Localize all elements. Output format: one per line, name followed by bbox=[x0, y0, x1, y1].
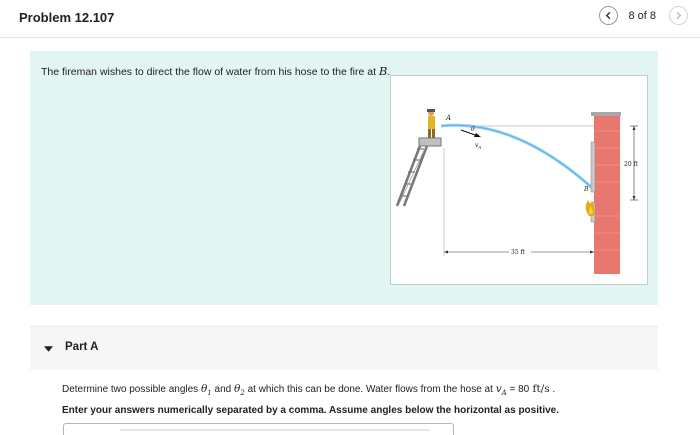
statement-variable: B bbox=[378, 64, 388, 78]
problem-title: Problem 12.107 bbox=[19, 10, 115, 25]
next-problem-button[interactable] bbox=[669, 6, 688, 25]
brick-wall bbox=[591, 112, 621, 274]
problem-statement bbox=[41, 64, 390, 78]
answer-input-area[interactable] bbox=[63, 423, 454, 435]
label-A: A bbox=[446, 114, 452, 122]
statement-period: . bbox=[387, 66, 391, 78]
fireman bbox=[427, 109, 435, 138]
label-theta: θ bbox=[471, 126, 475, 133]
statement-text: The fireman wishes to direct the flow of water from his hose to the fire at bbox=[41, 66, 379, 78]
problem-pager bbox=[599, 6, 688, 25]
water-trajectory bbox=[441, 125, 605, 200]
part-a-question: Determine two possible angles $\theta_1$ and $\theta_2$ at which this can be done. Water flows from the hose at $v_A = 80$ ft/s . bbox=[62, 383, 556, 397]
previous-problem-button[interactable] bbox=[599, 6, 618, 25]
part-a-header[interactable] bbox=[30, 326, 658, 370]
fire bbox=[586, 200, 595, 216]
caret-down-icon[interactable] bbox=[44, 346, 53, 352]
fireman-diagram bbox=[391, 76, 649, 286]
chevron-right-icon bbox=[674, 11, 683, 20]
label-vA: $v_A$ bbox=[475, 142, 482, 150]
part-a-instruction: Enter your answers numerically separated by a comma. Assume angles below the horizontal as positive. bbox=[62, 405, 560, 416]
problem-figure bbox=[390, 75, 648, 285]
chevron-left-icon bbox=[604, 11, 613, 20]
answer-toolbar bbox=[120, 429, 430, 431]
part-a-title: Part A bbox=[65, 341, 99, 353]
label-B: B bbox=[584, 186, 589, 193]
distance-label: 35 ft bbox=[511, 249, 526, 256]
ladder bbox=[397, 138, 430, 206]
problem-statement-panel bbox=[30, 51, 658, 305]
height-label: 20 ft bbox=[624, 161, 639, 168]
basket bbox=[419, 138, 441, 146]
distance-dimension bbox=[444, 148, 594, 256]
page-indicator: 8 of 8 bbox=[628, 9, 656, 22]
problem-header bbox=[0, 0, 700, 38]
